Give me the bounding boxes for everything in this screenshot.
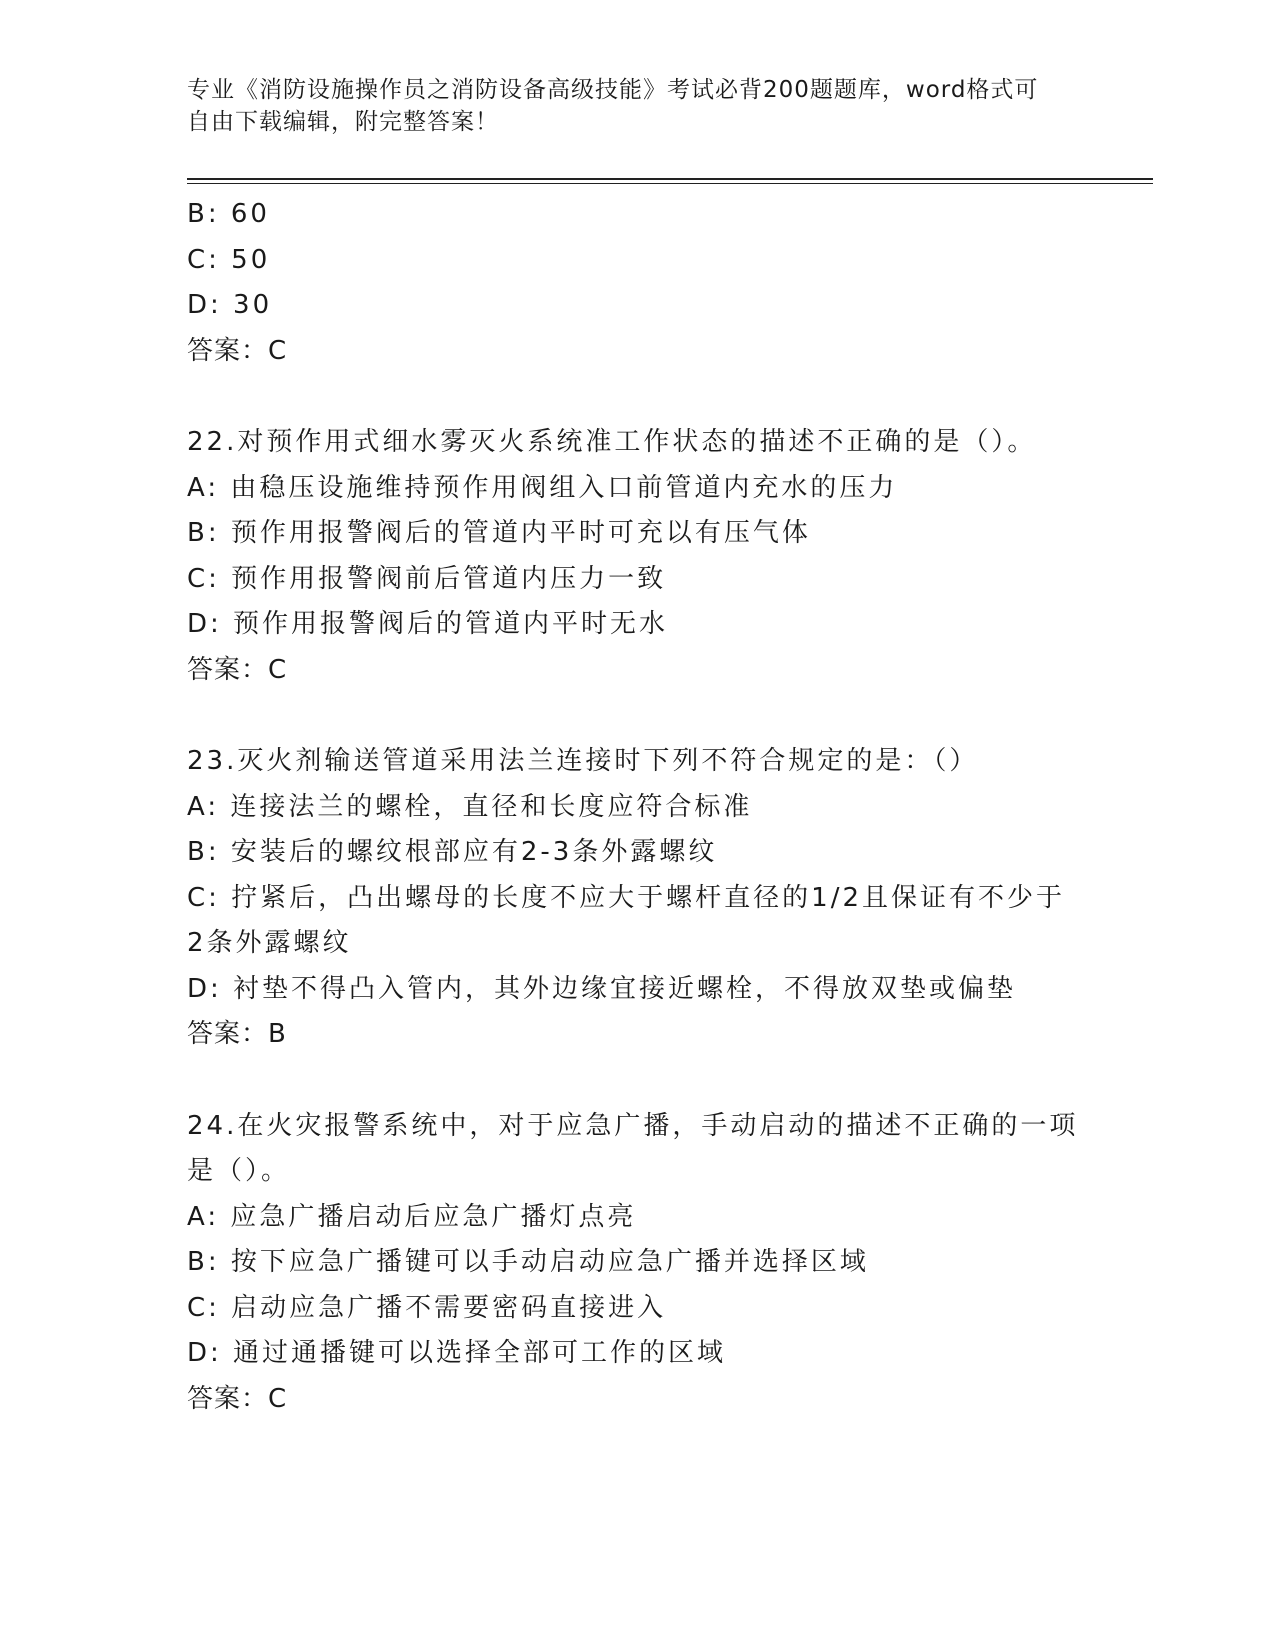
question-text-line-2: 是（）。 [187,1156,291,1186]
option-c-line-1: C: 拧紧后，凸出螺母的长度不应大于螺杆直径的1/2且保证有不少于 [187,882,1066,913]
question-21 [187,192,1087,374]
option-b: B: 预作用报警阀后的管道内平时可充以有压气体 [187,518,811,548]
option-d: D: 30 [187,290,273,320]
header-line-2: 自由下载编辑，附完整答案！ [187,109,499,135]
document-header [187,74,1067,138]
question-text: 22.对预作用式细水雾灭火系统准工作状态的描述不正确的是（）。 [187,427,1037,457]
question-text-line-1: 24.在火灾报警系统中，对于应急广播，手动启动的描述不正确的一项 [187,1110,1079,1141]
header-divider-thin [187,183,1153,184]
answer-line: 答案：C [187,654,288,685]
option-c: C: 预作用报警阀前后管道内压力一致 [187,563,667,594]
option-a: A: 应急广播启动后应急广播灯点亮 [187,1201,637,1232]
option-b: B: 60 [187,199,270,229]
option-c: C: 50 [187,244,271,275]
question-24 [187,1104,1087,1423]
option-c: C: 启动应急广播不需要密码直接进入 [187,1292,667,1323]
option-d: D: 预作用报警阀后的管道内平时无水 [187,609,669,639]
option-d: D: 通过通播键可以选择全部可工作的区域 [187,1338,727,1368]
answer-line: 答案：C [187,335,288,366]
question-23 [187,739,1087,1058]
option-c-line-2: 2条外露螺纹 [187,928,352,958]
option-b: B: 安装后的螺纹根部应有2-3条外露螺纹 [187,837,718,867]
answer-line: 答案：B [187,1019,287,1049]
option-a: A: 由稳压设施维持预作用阀组入口前管道内充水的压力 [187,472,898,503]
option-b: B: 按下应急广播键可以手动启动应急广播并选择区域 [187,1247,869,1277]
option-d: D: 衬垫不得凸入管内，其外边缘宜接近螺栓，不得放双垫或偏垫 [187,973,1017,1004]
header-divider-thick [187,178,1153,180]
header-line-1: 专业《消防设施操作员之消防设备高级技能》考试必背200题题库，word格式可 [187,77,1039,103]
question-22 [187,420,1087,693]
question-list [187,192,1087,1422]
answer-line: 答案：C [187,1383,288,1414]
question-text: 23.灭火剂输送管道采用法兰连接时下列不符合规定的是：（） [187,746,979,776]
option-a: A: 连接法兰的螺栓，直径和长度应符合标准 [187,791,753,822]
